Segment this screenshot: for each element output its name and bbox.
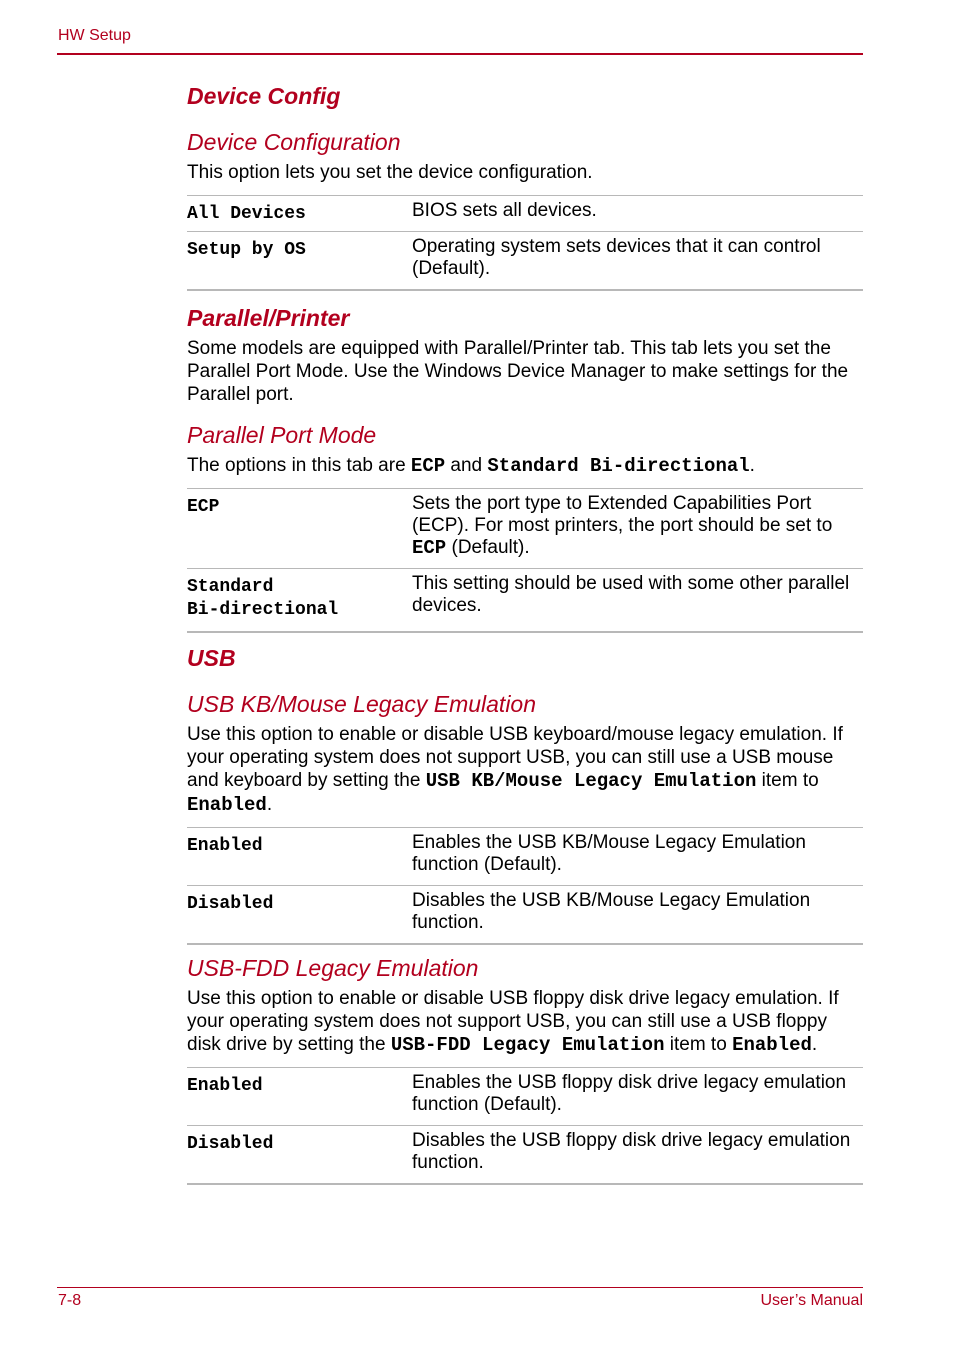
option-description: Sets the port type to Extended Capabilities Port (ECP). For most printers, the port should be set to ECP (Default). [412, 493, 833, 559]
subheading-usb-fdd: USB-FDD Legacy Emulation [187, 955, 479, 981]
option-description: Operating system sets devices that it can control (Default). [412, 236, 821, 279]
option-description: Disables the USB floppy disk drive legacy emulation function. [412, 1130, 851, 1173]
page-number: 7-8 [58, 1292, 82, 1309]
code-term: Enabled [732, 1034, 812, 1056]
code-term: Enabled [187, 794, 267, 816]
table-row [187, 828, 863, 886]
section-heading-usb: USB [187, 645, 236, 671]
option-key: Setup by OS [187, 240, 306, 260]
usb-kb-intro: Use this option to enable or disable USB keyboard/mouse legacy emulation. If your operating system does not support USB, you can still use a USB mouse and keyboard by setting the USB KB/Mouse Legacy Emulation item to Enabled. [187, 724, 843, 816]
option-description: BIOS sets all devices. [412, 200, 597, 221]
usb-fdd-intro: Use this option to enable or disable USB floppy disk drive legacy emulation. If your operating system does not support USB, you can still use a USB floppy disk drive by setting the USB-FDD Legacy Emulation item to Enabled. [187, 988, 839, 1056]
page-content [187, 81, 863, 1185]
device-config-intro: This option lets you set the device configuration. [187, 162, 593, 183]
parallel-options-text: The options in this tab are ECP and Standard Bi-directional. [187, 455, 755, 477]
section-heading-parallel-printer: Parallel/Printer [187, 305, 350, 331]
manual-title: User’s Manual [760, 1292, 863, 1309]
footer-rule [57, 1287, 863, 1288]
option-description: Enables the USB floppy disk drive legacy emulation function (Default). [412, 1072, 847, 1115]
option-description: Disables the USB KB/Mouse Legacy Emulation function. [412, 890, 811, 933]
table-row [187, 886, 863, 945]
section-heading-device-config: Device Config [187, 83, 341, 109]
usb-fdd-table [187, 1067, 863, 1185]
option-key: Disabled [187, 1134, 274, 1154]
code-term: ECP [410, 455, 446, 477]
code-term: USB-FDD Legacy Emulation [390, 1034, 665, 1056]
device-config-table [187, 195, 863, 291]
option-key: ECP [187, 497, 220, 517]
running-header: HW Setup [58, 27, 131, 44]
option-description: This setting should be used with some other parallel devices. [412, 573, 850, 616]
subheading-parallel-port-mode: Parallel Port Mode [187, 422, 377, 448]
option-key: Bi-directional [187, 600, 339, 620]
option-key: All Devices [187, 204, 306, 224]
table-row [187, 196, 863, 232]
option-key: Disabled [187, 894, 274, 914]
option-description: Enables the USB KB/Mouse Legacy Emulation function (Default). [412, 832, 806, 875]
table-row [187, 1126, 863, 1185]
code-term: Standard Bi-directional [487, 455, 750, 477]
parallel-port-table [187, 488, 863, 633]
table-row [187, 232, 863, 291]
code-term: USB KB/Mouse Legacy Emulation [425, 770, 757, 792]
subheading-usb-kb-mouse: USB KB/Mouse Legacy Emulation [187, 691, 537, 717]
option-key: Enabled [187, 1076, 263, 1096]
table-row [187, 1068, 863, 1126]
table-row [187, 489, 863, 569]
subheading-device-configuration: Device Configuration [187, 129, 401, 155]
table-row [187, 569, 863, 633]
parallel-intro: Some models are equipped with Parallel/Printer tab. This tab lets you set the Parallel Port Mode. Use the Windows Device Manager to make settings for the Parallel port. [187, 338, 849, 405]
option-key: Standard [187, 577, 274, 597]
usb-kb-table [187, 827, 863, 945]
option-key: Enabled [187, 836, 263, 856]
code-term: ECP [412, 537, 447, 559]
header-rule [57, 53, 863, 55]
